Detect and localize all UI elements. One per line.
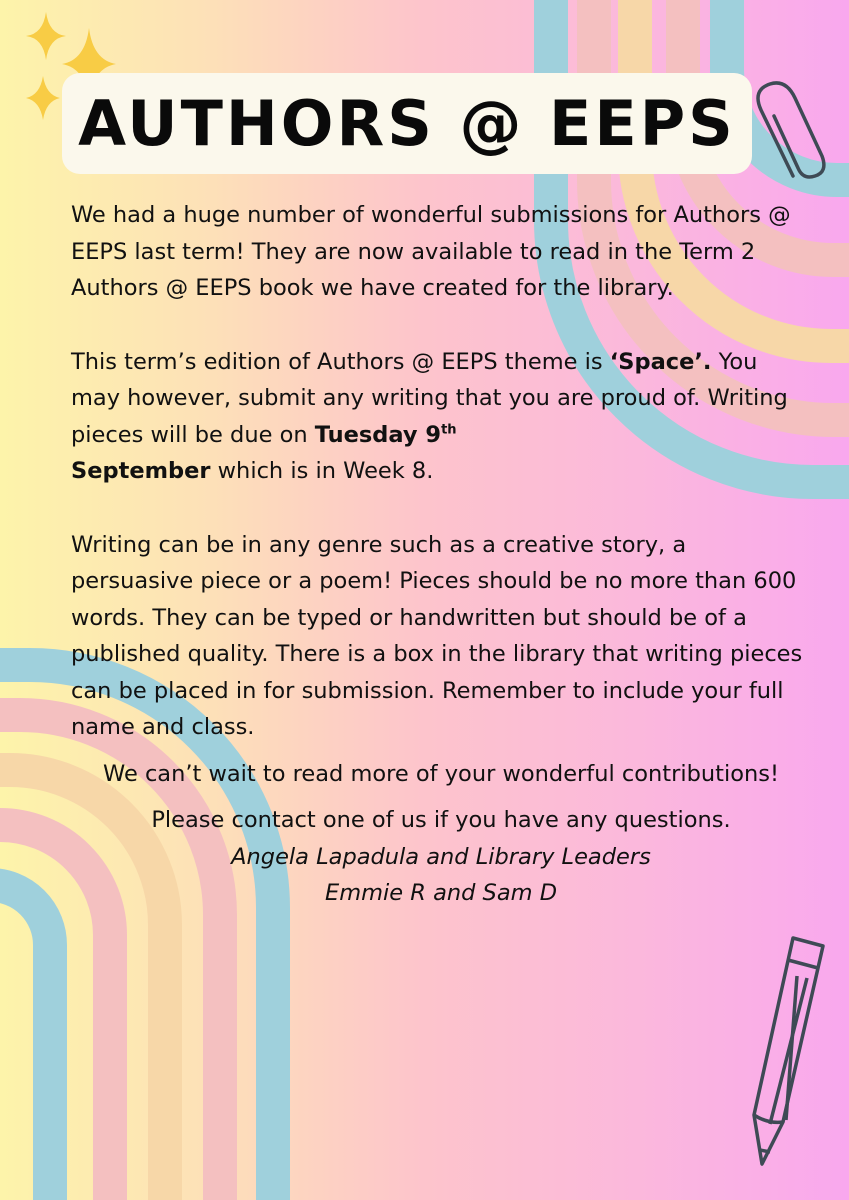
flyer-body [71, 197, 811, 912]
theme-text-middle: You may however, submit any writing that you are proud of. Writing pieces will be due on [71, 348, 788, 448]
due-date-suffix: th [441, 422, 457, 437]
guidelines-paragraph: Writing can be in any genre such as a creative story, a persuasive piece or a poem! Pieces should be no more than 600 words. They can be typed or handwritten but should be of a published quality. There is a box in the library that writing pieces can be placed in for submission. Remember to include your full name and class. [71, 531, 803, 740]
title-banner [62, 73, 752, 174]
due-date-day: Tuesday 9 [314, 421, 442, 448]
due-date-month: September [71, 458, 211, 484]
contact-block [71, 802, 811, 912]
pencil-icon [754, 938, 823, 1164]
theme-text-after: which is in Week 8. [210, 458, 434, 484]
closing-message: We can’t wait to read more of your wonderful contributions! [103, 760, 779, 787]
theme-text-before: This term’s edition of Authors @ EEPS theme is [71, 348, 610, 375]
page-title: AUTHORS @ EEPS [78, 87, 736, 160]
theme-paragraph [71, 344, 811, 490]
contact-line: Please contact one of us if you have any questions. [151, 807, 731, 833]
intro-paragraph: We had a huge number of wonderful submissions for Authors @ EEPS last term! They are now available to read in the Term 2 Authors @ EEPS book we have created for the library. [71, 202, 791, 301]
theme-value: ‘Space’. [609, 348, 712, 375]
signature-line-1: Angela Lapadula and Library Leaders [231, 843, 651, 870]
signature-line-2: Emmie R and Sam D [324, 880, 558, 906]
